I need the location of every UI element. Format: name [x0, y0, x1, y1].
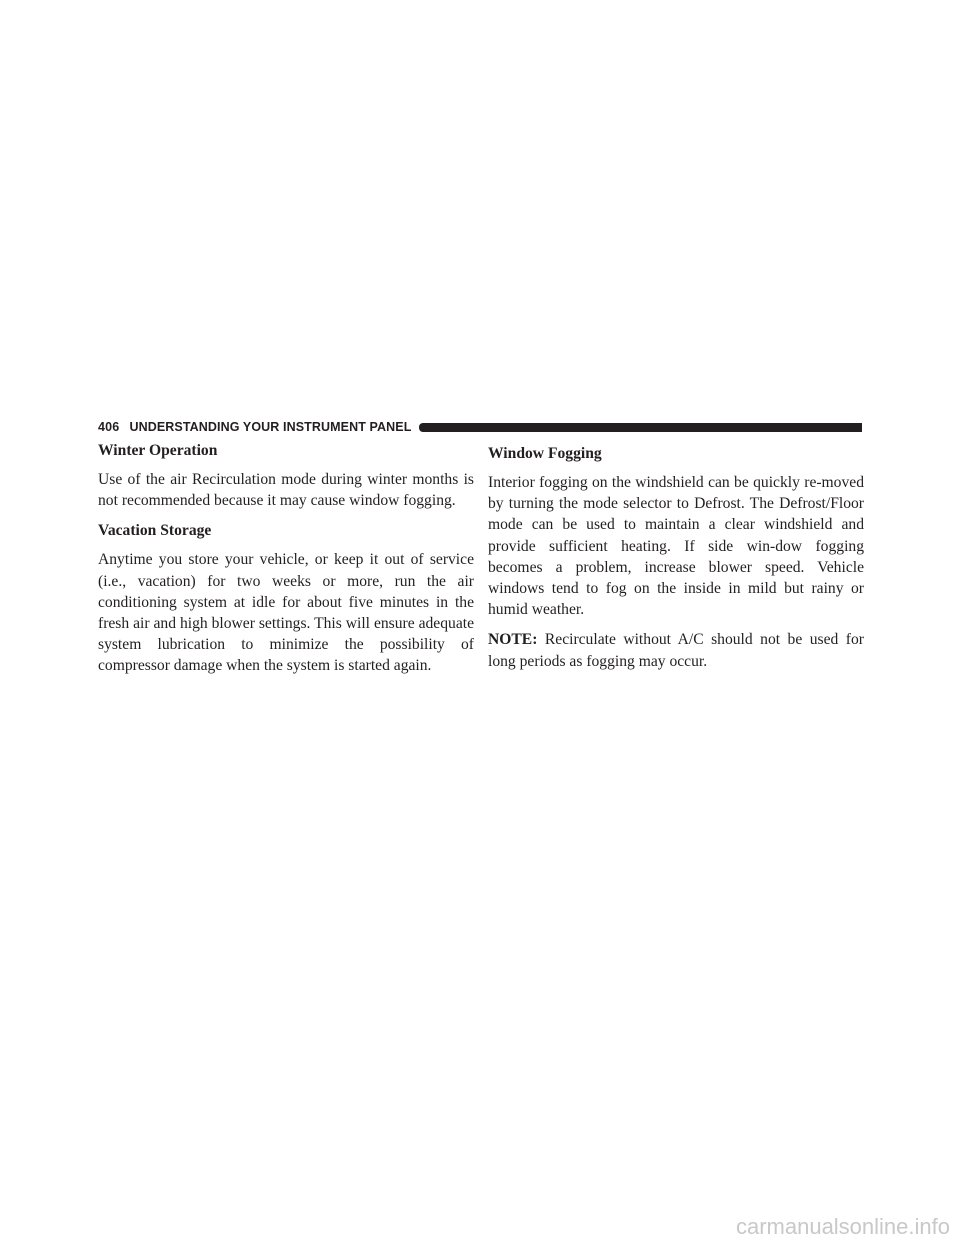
watermark: carmanualsonline.info [735, 1214, 950, 1239]
note-paragraph [488, 629, 864, 671]
page-header [98, 419, 862, 435]
winter-operation-heading: Winter Operation [98, 442, 218, 459]
window-fogging-heading: Window Fogging [488, 445, 602, 462]
right-column [488, 440, 864, 681]
section-title: UNDERSTANDING YOUR INSTRUMENT PANEL [129, 420, 412, 434]
note-text: Recirculate without A/C should not be used for long periods as fogging may occur. [488, 631, 864, 670]
winter-operation-text: Use of the air Recirculation mode during winter months is not recommended because it may cause window fogging. [98, 471, 474, 510]
page-number: 406 [98, 420, 120, 434]
window-fogging-text: Interior fogging on the windshield can be quickly re-moved by turning the mode selector to Defrost. The Defrost/Floor mode can be used to maintain a clear windshield and provide sufficient heating. If side win-dow fogging becomes a problem, increase blower speed. Vehicle windows tend to fog on the inside in mild but rainy or humid weather. [488, 474, 864, 619]
vacation-storage-text: Anytime you store your vehicle, or keep it out of service (i.e., vacation) for two weeks or more, run the air conditioning system at idle for about five minutes in the fresh air and high blower settings. This will ensure adequate system lubrication to minimize the possibility of compressor damage when the system is started again. [98, 551, 474, 675]
vacation-storage-heading: Vacation Storage [98, 522, 212, 540]
header-rule [419, 423, 862, 432]
note-label: NOTE: [488, 631, 538, 649]
left-column [98, 440, 474, 686]
